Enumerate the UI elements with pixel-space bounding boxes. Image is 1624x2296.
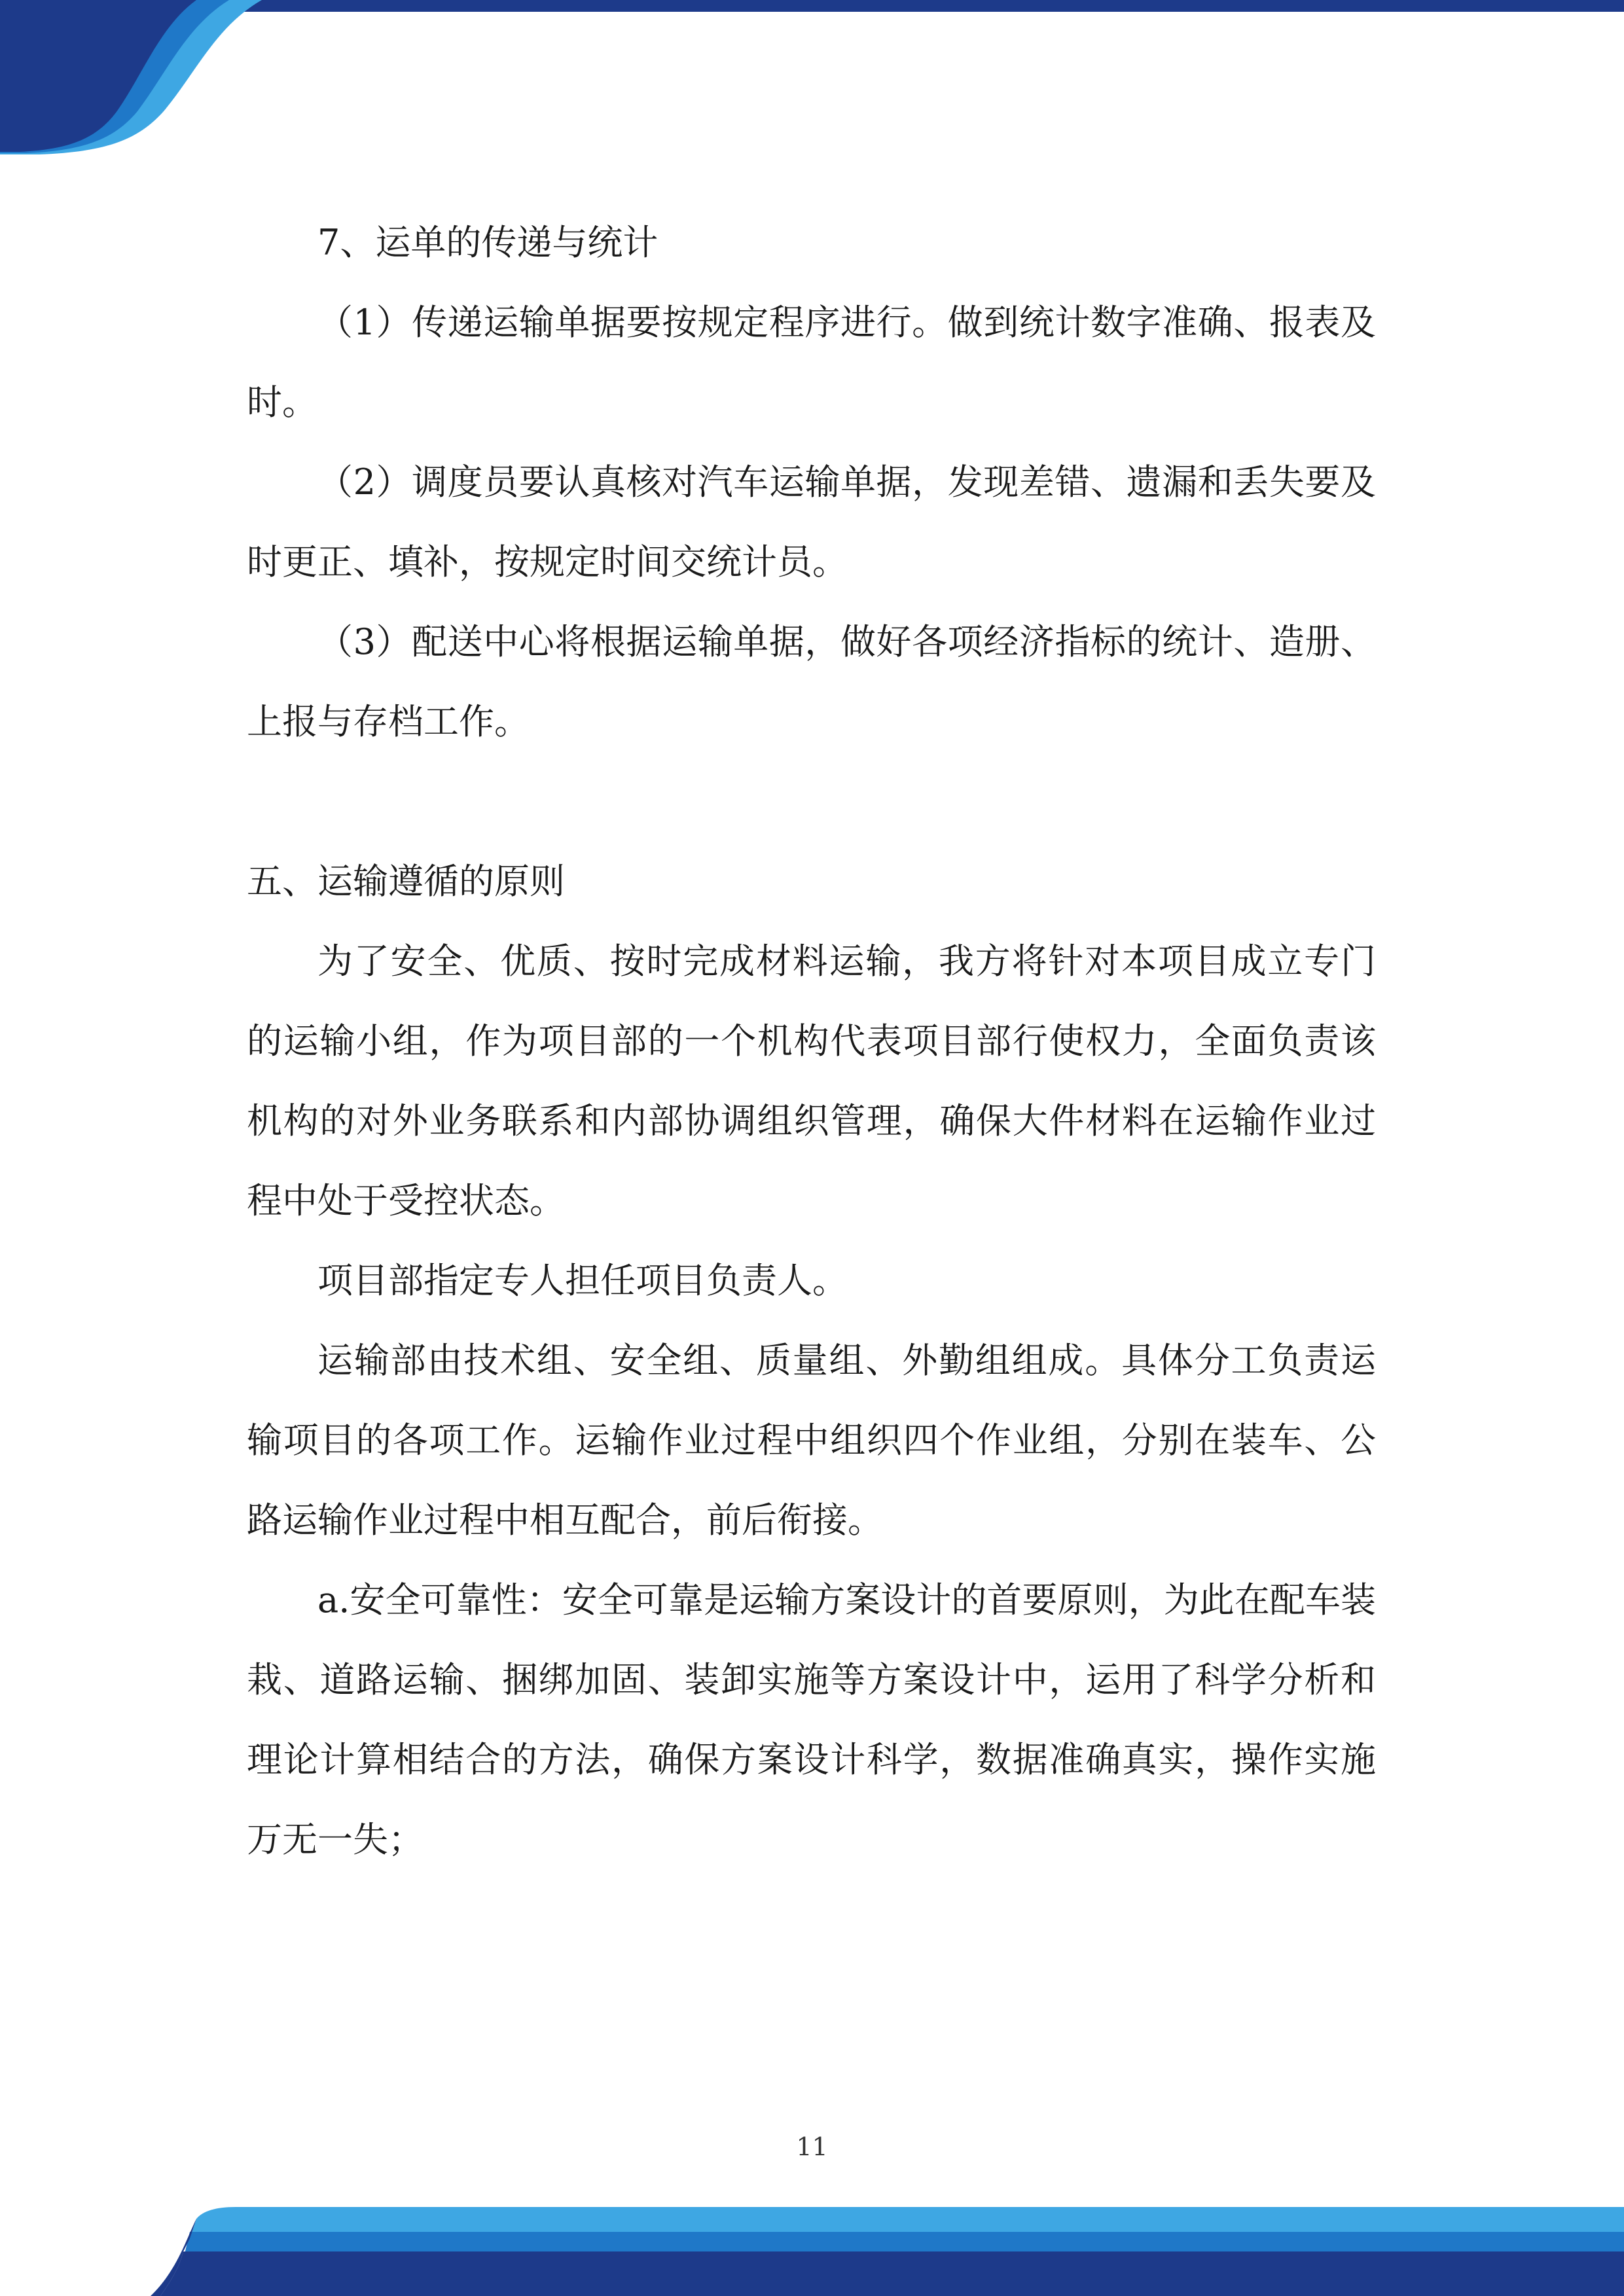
paragraph-1: 为了安全、优质、按时完成材料运输，我方将针对本项目成立专门的运输小组，作为项目部的一个机构代表项目部行使权力，全面负责该机构的对外业务联系和内部协调组织管理，确保大件材料在运输作业过程中处于受控状态。 <box>247 941 1376 1221</box>
paragraph-item-3: （3）配送中心将根据运输单据，做好各项经济指标的统计、造册、上报与存档工作。 <box>247 621 1376 742</box>
paragraph-3: 运输部由技术组、安全组、质量组、外勤组组成。具体分工负责运输项目的各项工作。运输作业过程中组织四个作业组，分别在装车、公路运输作业过程中相互配合，前后衔接。 <box>247 1340 1376 1541</box>
footer-wave-decoration <box>0 2199 1624 2296</box>
page-number: 11 <box>796 2132 828 2161</box>
document-body <box>247 203 1376 1880</box>
section-7-heading: 7、运单的传递与统计 <box>317 222 659 263</box>
footer-left-accent <box>0 2219 196 2296</box>
paragraph-4: a.安全可靠性：安全可靠是运输方案设计的首要原则，为此在配车装栽、道路运输、捆绑加固、装卸实施等方案设计中，运用了科学分析和理论计算相结合的方法，确保方案设计科学，数据准确真实，操作实施万无一失； <box>247 1579 1376 1860</box>
section-5-heading: 五、运输遵循的原则 <box>247 861 565 902</box>
footer-dark-band <box>160 2251 1624 2296</box>
paragraph-item-2: （2）调度员要认真核对汽车运输单据，发现差错、遗漏和丢失要及时更正、填补，按规定时间交统计员。 <box>247 461 1376 583</box>
header-wave-decoration <box>0 0 1624 157</box>
paragraph-2: 项目部指定专人担任项目负责人。 <box>317 1260 848 1301</box>
section-spacer <box>247 762 1376 842</box>
paragraph-item-1: （1）传递运输单据要按规定程序进行。做到统计数字准确、报表及时。 <box>247 302 1376 423</box>
